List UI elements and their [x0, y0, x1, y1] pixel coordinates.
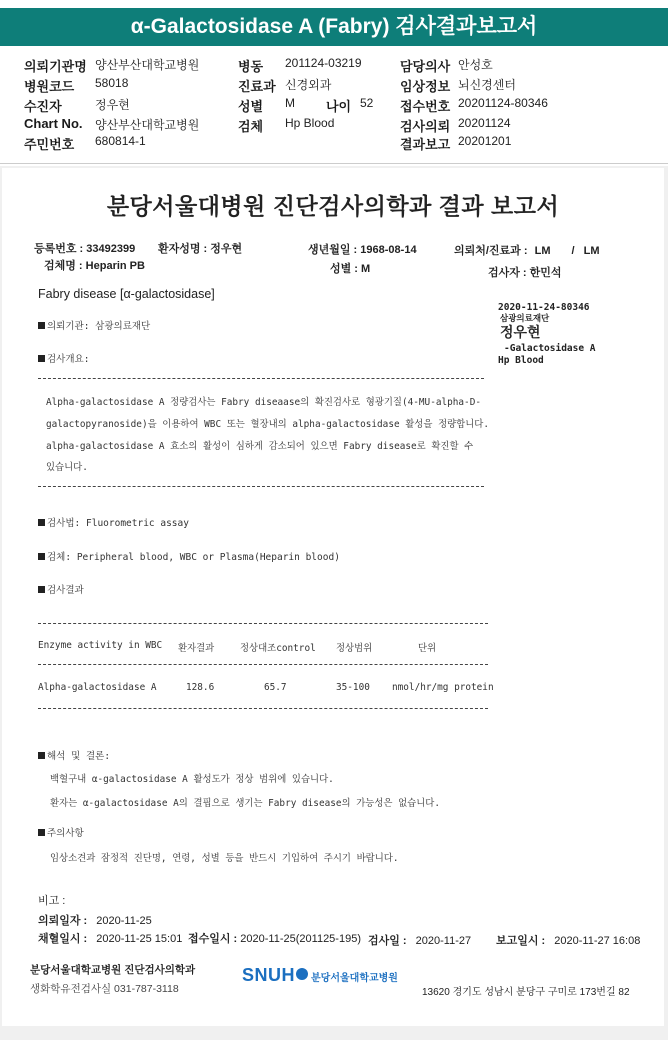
patient-name	[158, 240, 242, 256]
report-title: 분당서울대병원 진단검사의학과 결과 보고서	[106, 193, 560, 219]
label: 접수번호	[400, 99, 451, 114]
logo-kname: 분당서울대학교병원	[311, 973, 398, 984]
report-date	[496, 932, 640, 948]
label: 임상정보	[400, 79, 451, 94]
overview-title	[38, 351, 89, 365]
label: 진료과	[238, 79, 276, 94]
dept-label: 의뢰처/진료과 :	[454, 245, 528, 257]
method-label: 검사법:	[47, 518, 81, 529]
value: 20201124	[458, 116, 511, 130]
interp-line: 백혈구내 α-galactosidase A 활성도가 정상 범위에 있습니다.	[50, 774, 334, 785]
overview-line: galactopyranoside)을 이용하여 WBC 또는 혈장내의 alpha-galactosidase 활성을 정량합니다.	[46, 419, 489, 430]
banner-title: α-Galactosidase A (Fabry) 검사결과보고서	[0, 8, 668, 46]
table-header-rule	[38, 664, 488, 665]
interp-title-text: 해석 및 결론:	[47, 751, 111, 762]
caution-title-text: 주의사항	[47, 828, 84, 839]
reg-no-value: 33492399	[86, 243, 136, 255]
value: 201124-03219	[285, 56, 362, 70]
value: 양산부산대학교병원	[95, 58, 200, 72]
stamp-line4: -Galactosidase A	[504, 343, 596, 354]
interp-line: 환자는 α-galactosidase A의 결핍으로 생기는 Fabry disease의 가능성은 없습니다.	[50, 798, 440, 809]
value: 신경외과	[285, 78, 332, 92]
square-bullet-icon	[38, 322, 45, 329]
stamp-line3: 정우현	[500, 324, 541, 340]
sex-label: 성별 :	[330, 263, 358, 275]
stamp-line2: 삼광의료재단	[500, 314, 550, 324]
divider	[38, 378, 484, 379]
square-bullet-icon	[38, 519, 45, 526]
specimen-value: Heparin PB	[85, 260, 145, 272]
recv-label: 접수일시 :	[188, 933, 238, 945]
tester-label: 검사자 :	[488, 267, 527, 279]
square-bullet-icon	[38, 355, 45, 362]
label: 담당의사	[400, 59, 451, 74]
value: M	[285, 96, 295, 110]
draw-date	[38, 930, 182, 946]
header-cell: Enzyme activity in WBC	[38, 640, 163, 651]
value: 20201201	[458, 134, 512, 148]
table-cell: 128.6	[186, 682, 215, 693]
req-date-label: 의뢰일자 :	[38, 915, 88, 927]
stamp-line1: 2020-11-24-80346	[498, 302, 590, 313]
reg-no-label: 등록번호 :	[34, 243, 84, 255]
draw-label: 채혈일시 :	[38, 933, 88, 945]
label: 의뢰기관명	[24, 59, 87, 74]
label: 주민번호	[24, 137, 75, 152]
sample-line	[38, 549, 340, 563]
dob-label: 생년월일 :	[308, 244, 358, 256]
header-cell: 환자결과	[178, 643, 215, 654]
label: 검사의뢰	[400, 119, 451, 134]
overview-line: Alpha-galactosidase A 정량검사는 Fabry diseaase의 확진검사로 형광기질(4-MU-alpha-D-	[46, 397, 481, 408]
label: 병동	[238, 59, 264, 74]
header-cell: 정상대조control	[240, 643, 316, 654]
logo-text: SNUH	[242, 965, 296, 985]
snuh-logo	[242, 965, 398, 986]
hospital-emblem-icon	[296, 968, 308, 980]
stamp-line5: Hp Blood	[498, 355, 544, 366]
result-title-text: 검사결과	[47, 585, 84, 596]
method-value: Fluorometric assay	[86, 518, 189, 529]
dept-a: LM	[534, 245, 551, 257]
dept	[454, 242, 600, 258]
caution-line: 임상소견과 잠정적 진단명, 연령, 성별 등을 반드시 기입하여 주시기 바랍니다.	[50, 853, 399, 864]
tester	[488, 264, 562, 280]
value: 뇌신경센터	[458, 78, 516, 92]
table-cell: Alpha-galactosidase A	[38, 682, 157, 693]
value: 정우현	[95, 98, 130, 112]
value: 안성호	[458, 58, 493, 72]
value: 20201124-80346	[458, 96, 548, 110]
footer-dept: 분당서울대학교병원 진단검사의학과	[30, 964, 196, 976]
square-bullet-icon	[38, 829, 45, 836]
dept-sep: /	[571, 245, 575, 257]
age-label: 나이	[326, 99, 352, 114]
receive-date	[188, 930, 361, 946]
overview-line: alpha-galactosidase A 효소의 활성이 심하게 감소되어 있으면 Fabry disease로 확진할 수	[46, 441, 474, 452]
agency-value: 삼광의료재단	[95, 321, 151, 332]
report-header-banner	[0, 0, 668, 166]
label: 검체	[238, 119, 264, 134]
table-top-rule	[38, 623, 488, 624]
test-date	[368, 932, 471, 948]
draw-value: 2020-11-25 15:01	[96, 933, 183, 945]
sample-label: 검체:	[47, 552, 72, 563]
sample-value: Peripheral blood, WBC or Plasma(Heparin blood)	[76, 552, 340, 563]
method-line	[38, 515, 189, 529]
dept-b: LM	[583, 245, 600, 257]
age-value: 52	[360, 96, 374, 110]
test-date-label: 검사일 :	[368, 935, 407, 947]
value: 58018	[95, 76, 129, 90]
label: 성별	[238, 99, 264, 114]
footer-address: 13620 경기도 성남시 분당구 구미로 173번길 82	[422, 987, 630, 998]
square-bullet-icon	[38, 586, 45, 593]
sex	[330, 260, 370, 276]
table-cell: 65.7	[264, 682, 287, 693]
test-name: Fabry disease [α-galactosidase]	[38, 287, 215, 301]
dob	[308, 241, 417, 257]
label: 결과보고	[400, 137, 451, 152]
patient-label: 환자성명 :	[158, 243, 208, 255]
value: Hp Blood	[285, 116, 335, 130]
table-bottom-rule	[38, 708, 488, 709]
caution-title	[38, 825, 84, 839]
req-date-value: 2020-11-25	[96, 915, 152, 927]
note-label: 비고 :	[38, 895, 66, 907]
patient-value: 정우현	[210, 243, 243, 255]
footer-lab-phone: 생화학유전검사실 031-787-3118	[30, 983, 179, 995]
overview-title-text: 검사개요:	[47, 354, 90, 365]
banner-divider	[0, 163, 668, 164]
report-date-label: 보고일시 :	[496, 935, 546, 947]
header-cell: 단위	[418, 643, 437, 654]
square-bullet-icon	[38, 752, 45, 759]
overview-line: 있습니다.	[46, 462, 88, 473]
agency-line	[38, 318, 150, 332]
reg-no	[34, 240, 135, 256]
result-title	[38, 582, 84, 596]
value: 양산부산대학교병원	[95, 118, 200, 132]
table-cell: nmol/hr/mg protein	[392, 682, 494, 693]
specimen	[44, 257, 145, 273]
agency-label: 의뢰기관:	[47, 321, 90, 332]
sex-value: M	[361, 263, 371, 275]
label: 병원코드	[24, 79, 75, 94]
value: 680814-1	[95, 134, 146, 148]
label: 수진자	[24, 99, 62, 114]
report-date-value: 2020-11-27 16:08	[554, 935, 641, 947]
label: Chart No.	[24, 116, 83, 131]
dob-value: 1968-08-14	[360, 244, 417, 256]
interp-title	[38, 748, 110, 762]
table-cell: 35-100	[336, 682, 370, 693]
divider	[38, 486, 484, 487]
square-bullet-icon	[38, 553, 45, 560]
test-date-value: 2020-11-27	[415, 935, 472, 947]
recv-value: 2020-11-25(201125-195)	[240, 933, 361, 945]
tester-value: 한민석	[529, 267, 562, 279]
header-cell: 정상범위	[336, 643, 373, 654]
lab-report-page	[2, 168, 664, 1026]
request-date	[38, 912, 152, 928]
specimen-label: 검체명 :	[44, 260, 83, 272]
